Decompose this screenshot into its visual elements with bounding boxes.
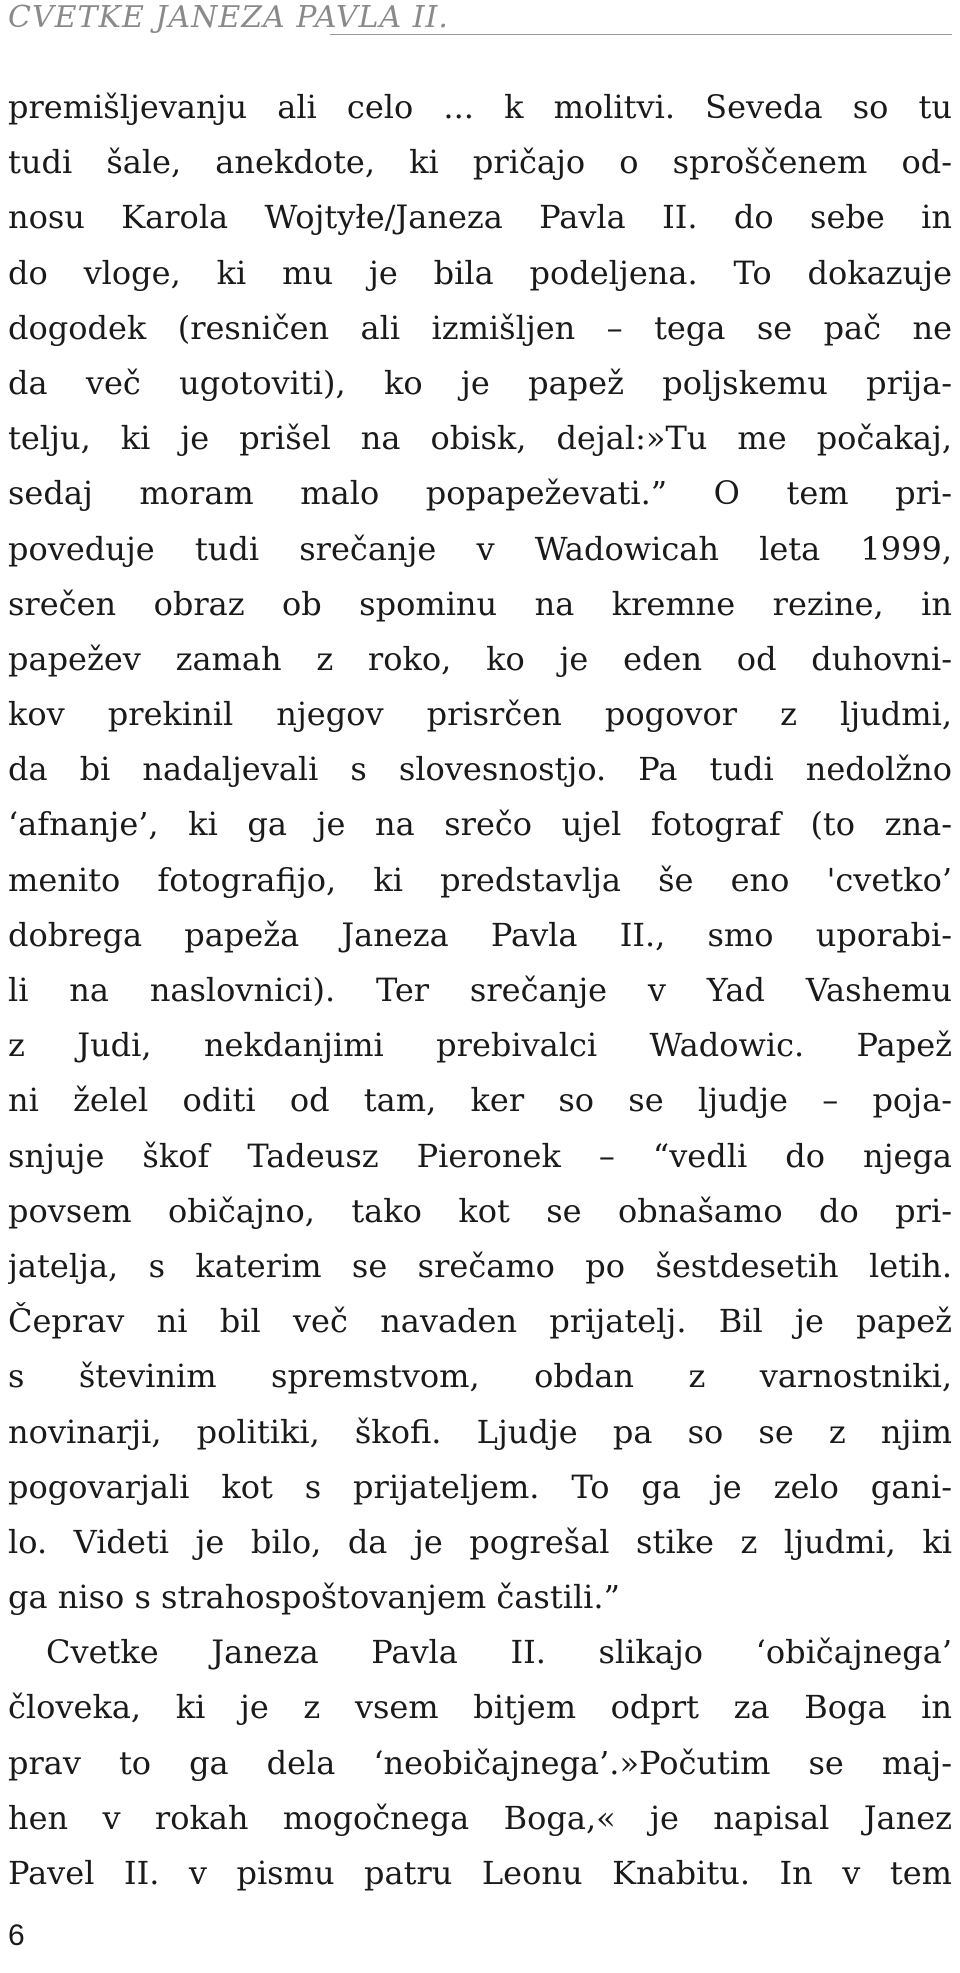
text-line: snjuje škof Tadeusz Pieronek – “vedli do njega: [8, 1136, 952, 1175]
text-line: lo. Videti je bilo, da je pogrešal stike z ljudmi, ki: [8, 1522, 952, 1561]
text-line: poveduje tudi srečanje v Wadowicah leta 1999,: [8, 529, 952, 568]
text-line: novinarji, politiki, škofi. Ljudje pa so se z njim: [8, 1412, 952, 1451]
text-line: povsem običajno, tako kot se obnašamo do pri-: [8, 1191, 952, 1230]
text-line: papežev zamah z roko, ko je eden od duhovni-: [8, 639, 952, 678]
running-header: CVETKE JANEZA PAVLA II.: [8, 0, 449, 35]
text-line: sedaj moram malo popapeževati.” O tem pri-: [8, 474, 952, 513]
text-line: prav to ga dela ‘neobičajnega’.»Počutim se maj-: [8, 1743, 952, 1782]
text-line: do vloge, ki mu je bila podeljena. To dokazuje: [8, 253, 952, 292]
paragraph-end-line: ga niso s strahospoštovanjem častili.”: [8, 1578, 620, 1617]
text-line: da več ugotoviti), ko je papež poljskemu prija-: [8, 363, 952, 402]
text-line: srečen obraz ob spominu na kremne rezine, in: [8, 584, 952, 623]
text-line: človeka, ki je z vsem bitjem odprt za Boga in: [8, 1688, 952, 1727]
body-text: [8, 80, 952, 1901]
text-line: hen v rokah mogočnega Boga,« je napisal Janez: [8, 1798, 952, 1837]
text-line: Pavel II. v pismu patru Leonu Knabitu. In v tem: [8, 1854, 952, 1892]
text-line: ni želel oditi od tam, ker so se ljudje – poja-: [8, 1081, 952, 1120]
text-line: tudi šale, anekdote, ki pričajo o sproščenem od-: [8, 143, 952, 182]
text-line: menito fotografijo, ki predstavlja še eno 'cvetko’: [8, 860, 952, 899]
text-line: li na naslovnici). Ter srečanje v Yad Vashemu: [8, 971, 952, 1009]
text-line: nosu Karola Wojtyłe/Janeza Pavla II. do sebe in: [8, 198, 952, 237]
text-line: telju, ki je prišel na obisk, dejal:»Tu me počakaj,: [8, 419, 952, 458]
text-line: ‘afnanje’, ki ga je na srečo ujel fotograf (to zna-: [8, 805, 952, 844]
text-line: dobrega papeža Janeza Pavla II., smo uporabi-: [8, 915, 952, 954]
text-line: z Judi, nekdanjimi prebivalci Wadowic. Papež: [8, 1026, 952, 1065]
text-line: da bi nadaljevali s slovesnostjo. Pa tudi nedolžno: [8, 750, 952, 789]
text-line: jatelja, s katerim se srečamo po šestdesetih letih.: [8, 1246, 952, 1285]
text-line: s števinim spremstvom, obdan z varnostniki,: [8, 1357, 952, 1396]
text-line: kov prekinil njegov prisrčen pogovor z ljudmi,: [8, 695, 952, 734]
text-line: premišljevanju ali celo ... k molitvi. Seveda so tu: [8, 88, 952, 126]
text-line: dogodek (resničen ali izmišljen – tega se pač ne: [8, 308, 952, 347]
text-line: Čeprav ni bil več navaden prijatelj. Bil je papež: [8, 1302, 952, 1341]
paragraph-start-line: Cvetke Janeza Pavla II. slikajo ‘običajnega’: [46, 1633, 952, 1672]
header-rule: [330, 34, 952, 35]
text-line: pogovarjali kot s prijateljem. To ga je zelo gani-: [8, 1467, 952, 1506]
page-number: 6: [8, 1919, 25, 1952]
